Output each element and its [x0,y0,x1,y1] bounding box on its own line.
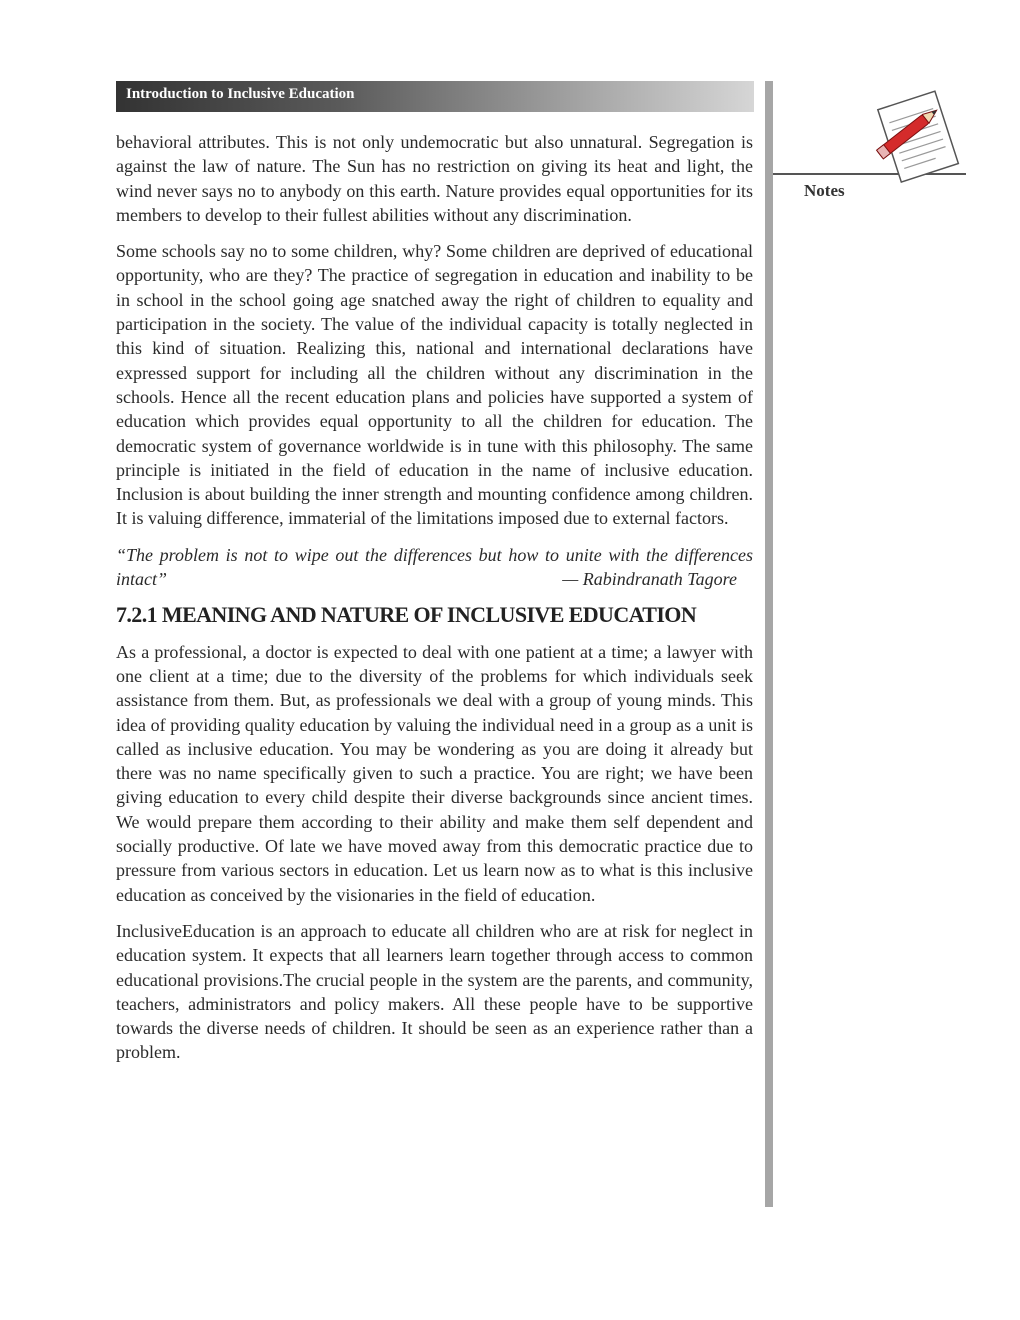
paragraph-3: As a professional, a doctor is expected to deal with one patient at a time; a lawyer with one client at a time; due to the diversity of the problems for which individuals seek assistance from them. But, as professionals we deal with a group of young minds. This idea of providing quality education by valuing the individual need in a group as a unit is called as inclusive education. You may be wondering as you are doing it already but there was no name specifically given to such a practice. You are right; we have been giving education to every child despite their diverse backgrounds since ancient times. We would prepare them according to their ability and make them self dependent and socially productive. Of late we have moved away from this democratic practice due to pressure from various sectors in education. Let us learn now as to what is this inclusive education as conceived by the visionaries in the field of education. [116,641,753,905]
paragraph-4: InclusiveEducation is an approach to educate all children who are at risk for neglect in education system. It expects that all learners learn together through access to common educational provisions.The crucial people in the system are the parents, and community, teachers, administrators and policy makers. All these people have to be supportive towards the diverse needs of children. It should be seen as an experience rather than a problem. [116,920,753,1063]
quote-text: “The problem is not to wipe out the differences but how to unite with the differences intact” [116,544,753,590]
paragraph-1: behavioral attributes. This is not only undemocratic but also unnatural. Segregation is against the law of nature. The Sun has no restriction on giving its heat and light, the wind never says no to anybody on this earth. Nature provides equal opportunities for its members to develop to their fullest abilities without any discrimination. [116,132,753,225]
notes-label: Notes [804,181,845,200]
main-content [116,130,753,1077]
paragraph-2: Some schools say no to some children, why? Some children are deprived of educational opportunity, who are they? The practice of segregation in education and inability to be in school in the school going age snatched away the right of children to equality and participation in the society. The value of the individual capacity is totally neglected in this kind of situation. Realizing this, national and international declarations have expressed support for including all the children without any discrimination in the schools. Hence all the recent education plans and policies have supported a system of education which provides equal opportunity to all the children for education. The democratic system of governance worldwide is in tune with this philosophy. The same principle is initiated in the field of education in the name of inclusive education. Inclusion is about building the inner strength and mounting confidence among children. It is valuing difference, immaterial of the limitations imposed due to external factors. [116,241,753,529]
quote [116,543,753,592]
notepad-pencil-icon [868,84,968,186]
quote-author: — Rabindranath Tagore [562,569,737,590]
header-title: Introduction to Inclusive Education [126,86,355,102]
margin-divider [765,81,773,1207]
header-bar [116,81,754,112]
section-heading: 7.2.1 MEANING AND NATURE OF INCLUSIVE EDUCATION [116,601,697,627]
